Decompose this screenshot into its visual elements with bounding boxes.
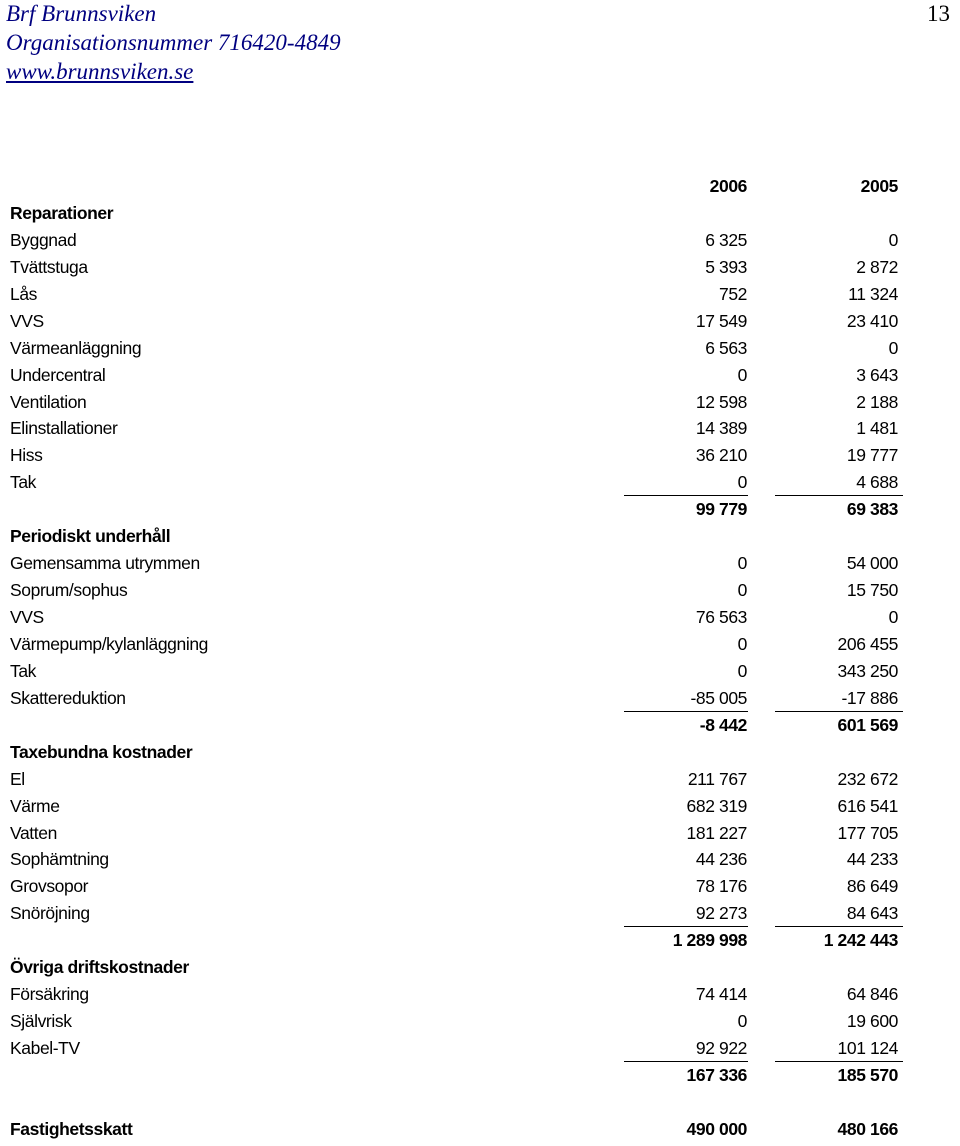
value-2006: 0 <box>737 1011 747 1032</box>
table-row <box>0 981 960 1008</box>
value-2005: 11 324 <box>848 283 898 304</box>
value-2005: 0 <box>888 607 898 627</box>
row-label: Skattereduktion <box>10 687 126 708</box>
row-label: Värmepump/kylanläggning <box>10 633 209 654</box>
value-2005: 54 000 <box>846 553 898 574</box>
row-label: Undercentral <box>10 364 106 385</box>
table-row <box>0 362 960 389</box>
row-label: Värme <box>10 795 60 816</box>
row-label: VVS <box>10 607 44 627</box>
value-2006: 0 <box>737 633 747 654</box>
section-title: Taxebundna kostnader <box>10 741 193 762</box>
value-2006: 14 389 <box>695 418 747 439</box>
org-number: Organisationsnummer 716420-4849 <box>6 30 341 55</box>
value-2006: 36 210 <box>695 445 747 466</box>
section-title: Reparationer <box>10 202 114 223</box>
table-row <box>0 254 960 281</box>
website-link-wrapper <box>6 59 193 85</box>
total-2006: 1 289 998 <box>672 930 747 951</box>
section-title-row <box>0 954 960 981</box>
row-label: Fastighetsskatt <box>10 1118 133 1139</box>
table-row <box>0 793 960 820</box>
value-2006: 682 319 <box>686 795 747 816</box>
total-row <box>0 1062 960 1089</box>
value-2005: 232 672 <box>837 768 898 789</box>
table-row <box>0 281 960 308</box>
section-title: Övriga driftskostnader <box>10 957 189 978</box>
row-label: Elinstallationer <box>10 418 118 439</box>
website-link[interactable]: www.brunnsviken.se <box>6 59 194 84</box>
value-2005: 44 233 <box>846 849 898 870</box>
row-label: Hiss <box>10 445 43 466</box>
row-label: Vatten <box>10 822 57 843</box>
value-2005: 0 <box>888 337 898 358</box>
row-label: Tvättstuga <box>10 256 88 277</box>
value-2006: 490 000 <box>686 1118 747 1139</box>
value-2005: 64 846 <box>846 984 898 1005</box>
total-2005: 69 383 <box>846 499 898 520</box>
value-2005: 0 <box>888 229 898 250</box>
spacer-row <box>0 1089 960 1116</box>
value-2005: 4 688 <box>856 472 898 493</box>
total-2005: 1 242 443 <box>823 930 898 951</box>
value-2006: -85 005 <box>690 687 747 708</box>
table-row <box>0 766 960 793</box>
year-current: 2006 <box>709 176 747 196</box>
value-2005: 84 643 <box>846 903 898 924</box>
table-row <box>0 873 960 900</box>
value-2006: 0 <box>737 472 747 493</box>
value-2005: 2 188 <box>856 391 898 412</box>
row-label: Ventilation <box>10 391 87 412</box>
total-row <box>0 927 960 954</box>
value-2005: 616 541 <box>837 795 898 816</box>
table-row <box>0 846 960 873</box>
row-label: Byggnad <box>10 229 77 250</box>
table-row <box>0 1035 960 1062</box>
value-2005: 19 600 <box>846 1011 898 1032</box>
table-row <box>0 820 960 847</box>
table-row <box>0 335 960 362</box>
row-label: Sophämtning <box>10 849 109 870</box>
page-number: 13 <box>927 1 950 26</box>
value-2006: 92 273 <box>695 903 747 924</box>
value-2006: 92 922 <box>695 1038 747 1058</box>
row-label: Tak <box>10 660 37 681</box>
value-2005: 15 750 <box>846 580 898 601</box>
value-2005: -17 886 <box>841 687 898 708</box>
value-2006: 78 176 <box>695 876 747 897</box>
table-row <box>0 550 960 577</box>
section-title: Periodiskt underhåll <box>10 526 171 547</box>
value-2006: 0 <box>737 660 747 681</box>
table-row <box>0 577 960 604</box>
year-header-row <box>0 173 960 200</box>
row-label: Värmeanläggning <box>10 337 142 358</box>
table-row <box>0 389 960 416</box>
value-2005: 19 777 <box>846 445 898 466</box>
table-row <box>0 308 960 335</box>
year-previous: 2005 <box>860 176 898 196</box>
value-2005: 1 481 <box>856 418 898 439</box>
row-label: Tak <box>10 472 37 493</box>
value-2005: 206 455 <box>837 633 898 654</box>
table-row <box>0 685 960 712</box>
value-2006: 0 <box>737 553 747 574</box>
row-label: Soprum/sophus <box>10 580 128 601</box>
table-row <box>0 604 960 631</box>
row-label: Självrisk <box>10 1011 72 1032</box>
row-label: Kabel-TV <box>10 1038 80 1058</box>
total-row <box>0 496 960 523</box>
value-2006: 74 414 <box>695 984 747 1005</box>
table-row <box>0 1008 960 1035</box>
section-title-row <box>0 739 960 766</box>
value-2006: 76 563 <box>695 607 747 627</box>
total-2005: 185 570 <box>837 1064 898 1085</box>
value-2006: 6 325 <box>705 229 747 250</box>
value-2006: 5 393 <box>705 256 747 277</box>
row-label: Försäkring <box>10 984 89 1005</box>
value-2005: 101 124 <box>837 1038 898 1058</box>
total-2005: 601 569 <box>837 714 898 735</box>
row-label: Grovsopor <box>10 876 89 897</box>
value-2005: 343 250 <box>837 660 898 681</box>
value-2005: 480 166 <box>837 1118 898 1139</box>
row-label: Gemensamma utrymmen <box>10 553 200 574</box>
table-row <box>0 469 960 496</box>
table-row <box>0 442 960 469</box>
value-2006: 211 767 <box>687 768 747 789</box>
value-2006: 6 563 <box>705 337 747 358</box>
value-2005: 86 649 <box>846 876 898 897</box>
total-2006: 167 336 <box>686 1064 747 1085</box>
total-2006: -8 442 <box>699 714 747 735</box>
value-2005: 2 872 <box>856 256 898 277</box>
table-row <box>0 415 960 442</box>
row-label: El <box>10 768 25 789</box>
value-2005: 3 643 <box>856 364 898 385</box>
value-2005: 177 705 <box>837 822 898 843</box>
org-name: Brf Brunnsviken <box>6 1 157 26</box>
fastighetsskatt-row <box>0 1116 960 1143</box>
row-label: Lås <box>10 283 38 304</box>
section-title-row <box>0 523 960 550</box>
value-2006: 752 <box>719 283 747 304</box>
total-2006: 99 779 <box>695 499 747 520</box>
value-2006: 44 236 <box>695 849 747 870</box>
value-2006: 12 598 <box>695 391 747 412</box>
table-row <box>0 658 960 685</box>
value-2006: 0 <box>737 364 747 385</box>
row-label: Snöröjning <box>10 903 90 924</box>
total-row <box>0 712 960 739</box>
row-label: VVS <box>10 310 44 331</box>
table-row <box>0 900 960 927</box>
section-title-row <box>0 200 960 227</box>
cost-table <box>0 173 960 1143</box>
table-row <box>0 227 960 254</box>
table-row <box>0 631 960 658</box>
value-2006: 17 549 <box>695 310 747 331</box>
value-2006: 181 227 <box>686 822 747 843</box>
value-2005: 23 410 <box>846 310 898 331</box>
value-2006: 0 <box>737 580 747 601</box>
